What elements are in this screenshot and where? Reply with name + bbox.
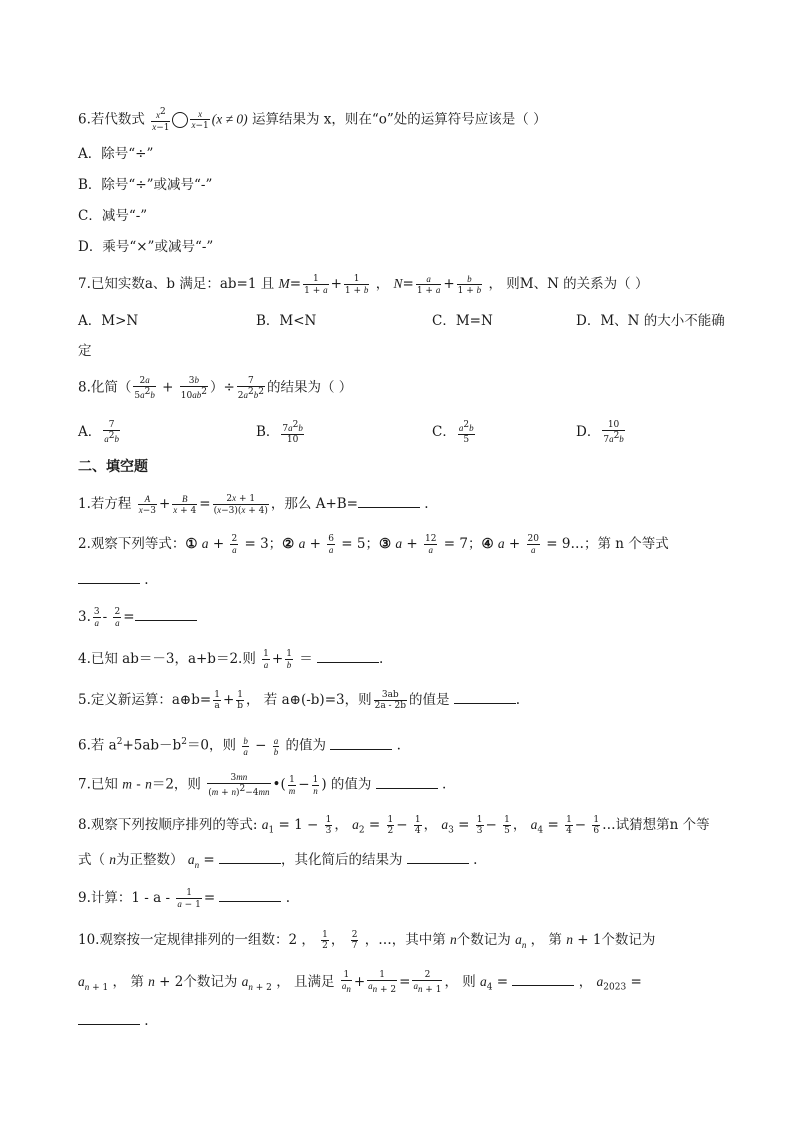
- q6-option-b: B．除号“÷”或减号“-”: [78, 177, 213, 193]
- question-6: 6.若代数式 $\frac{x^2}{x-1}$ $\frac{x}{x-1}$ (x ≠ 0) 运算结果为 x，则在“o”处的运算符号应该是（ ）: [78, 107, 547, 133]
- answer-blank[interactable]: [317, 650, 379, 663]
- fill-1: 1.若方程 $\frac{A}{x-3}$ + $\frac{B}{x + 4}$ = $\frac{2x + 1}{(x-3)(x + 4)}$ ，那么 A+B= .: [78, 493, 429, 516]
- fill-10-line2: $a_{n + 1}$ ， 第 n + 2个数记为 $a_{n + 2}$ ， 且满足 $\frac{1}{a_n}$ + $\frac{1}{a_{n + 2}}$ = $\frac{2}{a_{n + 1}}$ ， 则 $a_4$ = ， $a_{2023}$ =: [78, 970, 642, 995]
- fill-10: 10.观察按一定规律排列的一组数：2 ， $\frac{1}{2}$ ， $\frac{2}{7}$ ，…，其中第 n个数记为 $a_n$ ， 第 n + 1个数记为: [78, 930, 656, 951]
- answer-blank[interactable]: [407, 851, 469, 864]
- section-title: 二、填空题: [78, 459, 148, 475]
- q8-option-d: D． $\frac{10}{7a^2b}$: [576, 420, 624, 445]
- question-8: 8.化简（ $\frac{2a}{5a^2b}$ + $\frac{3b}{10ab^2}$ ）÷ $\frac{7}{2a^2b^2}$ 的结果为（ ）: [78, 375, 353, 401]
- q7-option-a: A．M>N: [78, 313, 139, 329]
- q8-option-c: C． $\frac{a^2b}{5}$: [432, 420, 474, 445]
- q6-option-c: C．减号“-”: [78, 208, 148, 224]
- fill-8: 8.观察下列按顺序排列的等式: $a_1 = 1$ − $\frac{1}{3}$ ， $a_2$ = $\frac{1}{2}$ − $\frac{1}{4}$ ， $a_3$ = $\frac{1}{3}$ − $\frac{1}{5}$ ， $a_4$ = $\frac{1}{4}$ − $\frac{1}{6}$ …试猜想第n 个等: [78, 815, 710, 836]
- q8-option-b: B． $\frac{7a^2b}{10}$: [256, 420, 303, 445]
- fill-4: 4.已知 ab＝－3，a+b＝2.则 $\frac{1}{a}$ + $\frac{1}{b}$ ＝ .: [78, 649, 384, 670]
- answer-blank[interactable]: [376, 776, 438, 789]
- answer-blank[interactable]: [219, 889, 281, 902]
- q7-option-d: D．M、N 的大小不能确: [576, 313, 725, 329]
- q7-option-d-wrap: 定: [78, 343, 92, 359]
- fill-3: 3. $\frac{3}{a}$ - $\frac{2}{a}$ =: [78, 606, 197, 628]
- fill-5: 5.定义新运算：a⊕b= $\frac{1}{a}$ + $\frac{1}{b}$ ， 若 a⊕(-b)=3，则 $\frac{3ab}{2a - 2b}$ 的值是 .: [78, 690, 521, 711]
- fill-2-answer: .: [78, 569, 149, 591]
- question-7: 7.已知实数a、b 满足：ab=1 且 M= $\frac{1}{1 + a}$ + $\frac{1}{1 + b}$ ， N= $\frac{a}{1 + a}$ + $\frac{b}{1 + b}$ ， 则M、N 的关系为（ ）: [78, 273, 649, 296]
- answer-blank[interactable]: [135, 608, 197, 621]
- answer-blank[interactable]: [219, 851, 281, 864]
- fill-8-line2: 式（ n为正整数） $a_n$ = ，其化简后的结果为 .: [78, 852, 478, 870]
- answer-blank[interactable]: [454, 691, 516, 704]
- answer-blank[interactable]: [512, 973, 574, 986]
- fill-6: 6.若 $a^2+5ab-b^2=0$，则 $\frac{b}{a}$ − $\frac{a}{b}$ 的值为 .: [78, 735, 401, 757]
- fill-9: 9.计算：1 - a - $\frac{1}{a - 1}$ = .: [78, 887, 291, 910]
- q8-option-a: A． $\frac{7}{a^2b}$: [78, 420, 119, 444]
- q7-option-b: B．M<N: [256, 313, 317, 329]
- fill-7: 7.已知 m - n＝2，则 $\frac{3mn}{(m + n)^2-4mn}$ •( $\frac{1}{m}$ − $\frac{1}{n}$ ) 的值为 .: [78, 772, 447, 798]
- answer-blank[interactable]: [330, 737, 392, 750]
- q6-option-d: D．乘号“×”或减号“-”: [78, 239, 214, 255]
- fill-2: 2.观察下列等式：① a + $\frac{2}{a}$ = 3；② a + $\frac{6}{a}$ = 5；③ a + $\frac{12}{a}$ = 7；④ a + $\frac{20}{a}$ = 9…；第 n 个等式: [78, 534, 669, 555]
- operator-circle: [172, 112, 188, 128]
- fill-10-line3: .: [78, 1010, 149, 1032]
- answer-blank[interactable]: [78, 1012, 140, 1025]
- q6-option-a: A．除号“÷”: [78, 146, 154, 162]
- answer-blank[interactable]: [78, 571, 140, 584]
- answer-blank[interactable]: [358, 495, 420, 508]
- q7-option-c: C．M=N: [432, 313, 493, 329]
